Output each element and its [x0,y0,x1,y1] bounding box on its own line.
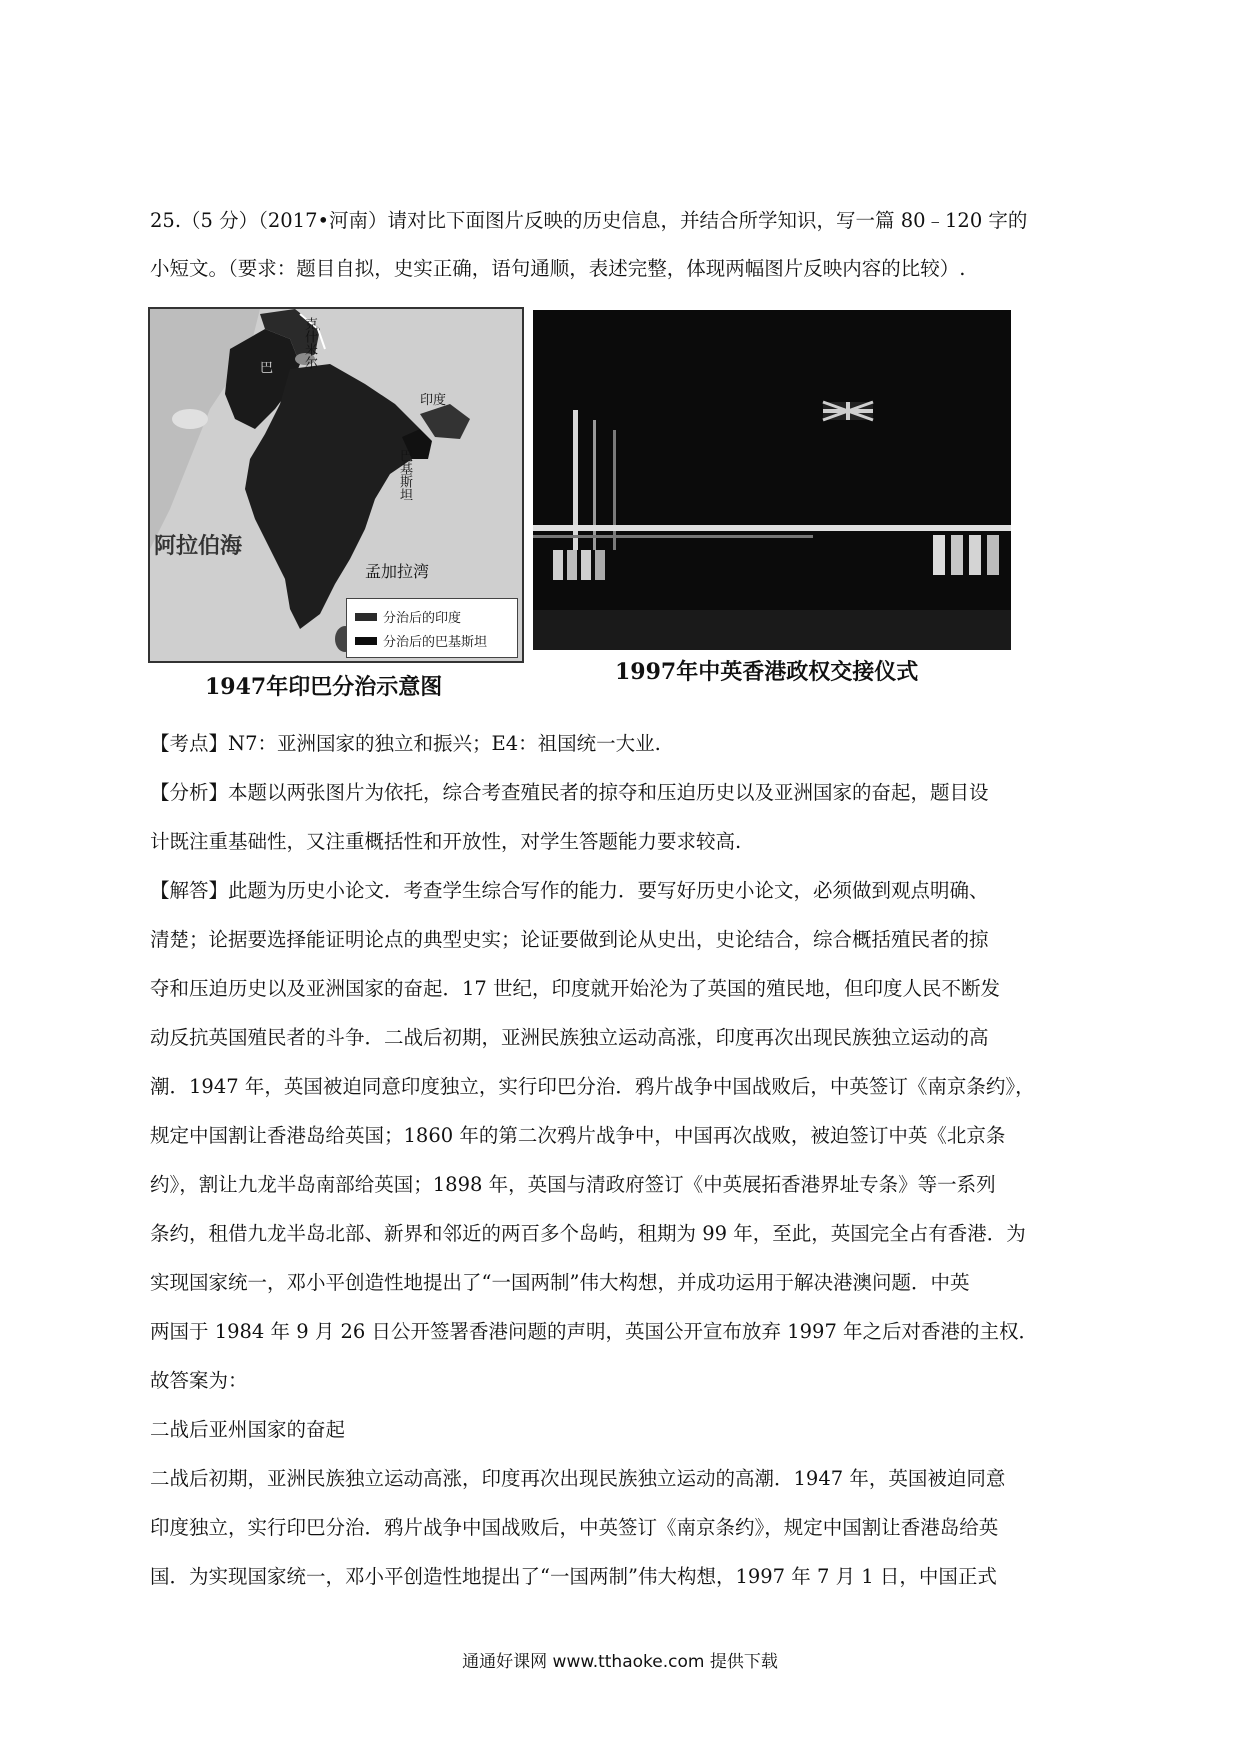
map-label-pakistan: 巴基斯坦 [397,449,412,501]
body-line: 清楚；论据要选择能证明论点的典型史实；论证要做到论从史出，史论结合，综合概括殖民者的掠 [150,928,989,951]
map-caption: 1947年印巴分治示意图 [205,674,443,700]
legend-label-pakistan: 分治后的巴基斯坦 [383,635,488,650]
body-line: 【解答】此题为历史小论文．考查学生综合写作的能力．要写好历史小论文，必须做到观点明确、 [150,879,989,902]
page-footer: 通通好课网 www.tthaoke.com 提供下载 [462,1652,778,1672]
map-legend [346,598,518,658]
map-label-bay-bengal: 孟加拉湾 [365,562,430,581]
body-line: 潮．1947 年，英国被迫同意印度独立，实行印巴分治．鸦片战争中国战败后，中英签订《南京条约》， [150,1075,1035,1098]
body-line: 约》，割让九龙半岛南部给英国；1898 年，英国与清政府签订《中英展拓香港界址专条》等一系列 [150,1173,996,1196]
body-line: 二战后亚州国家的奋起 [150,1418,346,1441]
legend-swatch-pakistan [355,637,377,645]
handover-ceremony-photo [533,310,1011,650]
body-line: 实现国家统一，邓小平创造性地提出了“一国两制”伟大构想，并成功运用于解决港澳问题．中英 [150,1271,970,1294]
body-line: 故答案为： [150,1369,248,1392]
body-line: 二战后初期，亚洲民族独立运动高涨，印度再次出现民族独立运动的高潮．1947 年，英国被迫同意 [150,1467,1006,1490]
body-line: 动反抗英国殖民者的斗争．二战后初期，亚洲民族独立运动高涨，印度再次出现民族独立运动的高 [150,1026,989,1049]
body-line: 印度独立，实行印巴分治．鸦片战争中国战败后，中英签订《南京条约》，规定中国割让香港岛给英 [150,1516,999,1539]
map-label-india: 印度 [420,393,447,408]
question-line-1: 25.（5 分）（2017•河南）请对比下面图片反映的历史信息，并结合所学知识，写一篇 80﹣120 字的 [150,209,1028,232]
body-line: 国．为实现国家统一，邓小平创造性地提出了“一国两制”伟大构想，1997 年 7 月 1 日，中国正式 [150,1565,997,1588]
body-line: 条约，租借九龙半岛北部、新界和邻近的两百多个岛屿，租期为 99 年，至此，英国完全占有香港．为 [150,1222,1026,1245]
question-line-2: 小短文。（要求：题目自拟，史实正确，语句通顺，表述完整，体现两幅图片反映内容的比较）. [150,257,966,280]
map-label-arabian-sea: 阿拉伯海 [154,533,243,559]
legend-row-pakistan [355,631,487,650]
body-line: 夺和压迫历史以及亚洲国家的奋起．17 世纪，印度就开始沦为了英国的殖民地，但印度人民不断发 [150,977,1001,1000]
legend-swatch-india [355,613,377,621]
body-line: 规定中国割让香港岛给英国；1860 年的第二次鸦片战争中，中国再次战败，被迫签订中英《北京条 [150,1124,1006,1147]
body-line: 【分析】本题以两张图片为依托，综合考查殖民者的掠夺和压迫历史以及亚洲国家的奋起，题目设 [150,781,989,804]
legend-row-india [355,607,461,626]
map-label-kashmir: 克什米尔 [302,317,317,369]
photo-graphic [533,310,1011,650]
map-label-ba: 巴 [260,361,274,376]
body-line: 两国于 1984 年 9 月 26 日公开签署香港问题的声明，英国公开宣布放弃 1997 年之后对香港的主权． [150,1320,1039,1343]
photo-caption: 1997年中英香港政权交接仪式 [615,659,919,685]
body-line: 计既注重基础性，又注重概括性和开放性，对学生答题能力要求较高. [150,830,742,853]
legend-label-india: 分治后的印度 [383,611,462,626]
body-line: 【考点】N7：亚洲国家的独立和振兴；E4：祖国统一大业. [150,732,661,755]
